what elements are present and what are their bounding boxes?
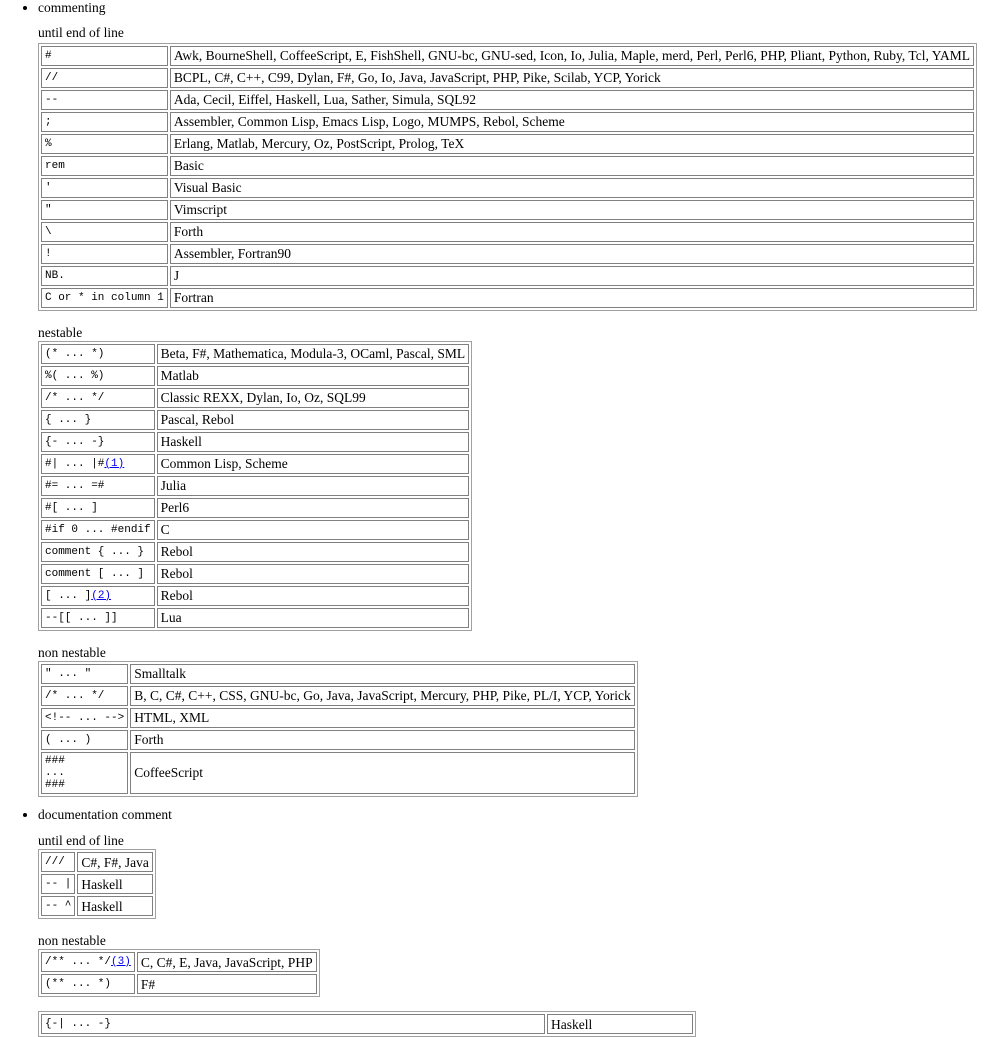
syntax-text: %( ... %) [45, 369, 105, 382]
syntax-cell [41, 344, 155, 364]
syntax-cell [41, 410, 155, 430]
syntax-text: // [45, 71, 59, 84]
syntax-text: comment [ ... ] [45, 567, 145, 580]
section-title-doc-until-eol: until end of line [38, 833, 124, 849]
table-row [41, 752, 635, 794]
syntax-text: ### ... ### [45, 755, 65, 792]
syntax-text: ' [45, 181, 52, 194]
languages-cell: Erlang, Matlab, Mercury, Oz, PostScript, Prolog, TeX [170, 134, 974, 154]
syntax-cell [41, 708, 128, 728]
syntax-cell [41, 46, 168, 66]
languages-cell: Haskell [77, 874, 153, 894]
syntax-text: { ... } [45, 413, 92, 426]
table-row [41, 68, 974, 88]
syntax-text: ! [45, 247, 52, 260]
languages-cell: Haskell [77, 896, 153, 916]
languages-cell: Common Lisp, Scheme [157, 454, 469, 474]
languages-cell: Rebol [157, 564, 469, 584]
table-row [41, 156, 974, 176]
syntax-text: {-| ... -} [45, 1017, 112, 1030]
table-row [41, 498, 469, 518]
syntax-cell [41, 222, 168, 242]
languages-cell: C [157, 520, 469, 540]
table-row [41, 520, 469, 540]
languages-cell: Pascal, Rebol [157, 410, 469, 430]
languages-cell: Visual Basic [170, 178, 974, 198]
table-row [41, 46, 974, 66]
syntax-text: " ... " [45, 667, 92, 680]
syntax-text: C or * in column 1 [45, 291, 164, 304]
syntax-cell [41, 366, 155, 386]
languages-cell: Ada, Cecil, Eiffel, Haskell, Lua, Sather, Simula, SQL92 [170, 90, 974, 110]
syntax-cell [41, 586, 155, 606]
syntax-text: (** ... *) [45, 977, 112, 990]
syntax-cell [41, 156, 168, 176]
syntax-text: #if 0 ... #endif [45, 523, 151, 536]
syntax-text: rem [45, 159, 65, 172]
footnote-link[interactable]: (2) [91, 589, 112, 602]
syntax-text: ( ... ) [45, 733, 92, 746]
syntax-cell [41, 112, 168, 132]
syntax-cell [41, 852, 75, 872]
syntax-text: -- | [45, 877, 72, 890]
languages-cell: C, C#, E, Java, JavaScript, PHP [137, 952, 317, 972]
table-row [41, 432, 469, 452]
syntax-text: comment { ... } [45, 545, 145, 558]
table-row [41, 112, 974, 132]
languages-cell: BCPL, C#, C++, C99, Dylan, F#, Go, Io, Java, JavaScript, PHP, Pike, Scilab, YCP, Yorick [170, 68, 974, 88]
syntax-text: \ [45, 225, 52, 238]
languages-cell: Awk, BourneShell, CoffeeScript, E, FishShell, GNU-bc, GNU-sed, Icon, Io, Julia, Maple, merd, Perl, Perl6, PHP, Pliant, Python, Ruby, Tcl, YAML [170, 46, 974, 66]
languages-cell: Assembler, Fortran90 [170, 244, 974, 264]
languages-cell: Assembler, Common Lisp, Emacs Lisp, Logo, MUMPS, Rebol, Scheme [170, 112, 974, 132]
table-row [41, 454, 469, 474]
syntax-cell [41, 288, 168, 308]
table-row [41, 1014, 693, 1034]
syntax-cell [41, 896, 75, 916]
table-row [41, 134, 974, 154]
syntax-text: " [45, 203, 52, 216]
table-row [41, 664, 635, 684]
syntax-text: {- ... -} [45, 435, 105, 448]
syntax-text: <!-- ... --> [45, 711, 125, 724]
table-row [41, 178, 974, 198]
syntax-cell [41, 686, 128, 706]
syntax-cell [41, 90, 168, 110]
syntax-cell [41, 388, 155, 408]
syntax-cell [41, 520, 155, 540]
syntax-text: #| ... |# [45, 457, 105, 470]
languages-cell: Julia [157, 476, 469, 496]
table-row [41, 288, 974, 308]
syntax-text: ; [45, 115, 52, 128]
section-title-non-nestable: non nestable [38, 645, 106, 660]
section-title-until-eol: until end of line [38, 25, 124, 40]
table-row [41, 896, 153, 916]
languages-cell: Matlab [157, 366, 469, 386]
syntax-cell [41, 454, 155, 474]
languages-cell: Forth [130, 730, 635, 750]
table-row [41, 586, 469, 606]
table-non-nestable [38, 661, 638, 797]
table-row [41, 564, 469, 584]
languages-cell: Vimscript [170, 200, 974, 220]
section-title-nestable: nestable [38, 325, 83, 340]
table-row [41, 266, 974, 286]
footnote-link[interactable]: (1) [104, 457, 125, 470]
languages-cell: Beta, F#, Mathematica, Modula-3, OCaml, Pascal, SML [157, 344, 469, 364]
syntax-text: #[ ... ] [45, 501, 98, 514]
table-row [41, 222, 974, 242]
languages-cell: J [170, 266, 974, 286]
syntax-cell [41, 178, 168, 198]
table-row [41, 244, 974, 264]
syntax-cell [41, 608, 155, 628]
table-row [41, 874, 153, 894]
syntax-text: -- [45, 93, 59, 106]
languages-cell: Haskell [547, 1014, 693, 1034]
languages-cell: Rebol [157, 586, 469, 606]
section-title-doc-non-nestable: non nestable [38, 933, 106, 949]
table-row [41, 852, 153, 872]
syntax-text: #= ... =# [45, 479, 105, 492]
languages-cell: Smalltalk [130, 664, 635, 684]
table-row [41, 974, 317, 994]
syntax-text: --[[ ... ]] [45, 611, 118, 624]
syntax-text: [ ... ] [45, 589, 92, 602]
syntax-cell [41, 564, 155, 584]
table-row [41, 952, 317, 972]
languages-cell: Lua [157, 608, 469, 628]
table-row [41, 708, 635, 728]
syntax-cell [41, 542, 155, 562]
syntax-cell [41, 974, 135, 994]
syntax-text: /* ... */ [45, 689, 105, 702]
table-row [41, 542, 469, 562]
list-item-commenting [38, 0, 1000, 797]
table-doc-extra [38, 1011, 696, 1037]
syntax-cell [41, 476, 155, 496]
syntax-cell [41, 134, 168, 154]
table-row [41, 730, 635, 750]
syntax-cell [41, 200, 168, 220]
syntax-cell [41, 244, 168, 264]
languages-cell: Fortran [170, 288, 974, 308]
syntax-cell [41, 752, 128, 794]
table-row [41, 366, 469, 386]
syntax-cell [41, 664, 128, 684]
languages-cell: C#, F#, Java [77, 852, 153, 872]
syntax-cell [41, 952, 135, 972]
syntax-cell [41, 266, 168, 286]
table-row [41, 388, 469, 408]
languages-cell: Basic [170, 156, 974, 176]
item-title-commenting: • commenting [38, 0, 106, 15]
syntax-cell [41, 68, 168, 88]
syntax-text: /** ... */ [45, 955, 112, 968]
table-row [41, 476, 469, 496]
footnote-link[interactable]: (3) [111, 955, 131, 968]
table-until-eol [38, 43, 977, 311]
syntax-text: -- ^ [45, 899, 72, 912]
syntax-cell [41, 874, 75, 894]
table-row [41, 200, 974, 220]
syntax-text: % [45, 137, 52, 150]
languages-cell: Classic REXX, Dylan, Io, Oz, SQL99 [157, 388, 469, 408]
table-row [41, 608, 469, 628]
languages-cell: F# [137, 974, 317, 994]
languages-cell: CoffeeScript [130, 752, 635, 794]
languages-cell: Perl6 [157, 498, 469, 518]
syntax-text: /* ... */ [45, 391, 105, 404]
syntax-cell [41, 498, 155, 518]
table-row [41, 410, 469, 430]
syntax-text: (* ... *) [45, 347, 105, 360]
list-item-documentation [38, 807, 1000, 1037]
languages-cell: B, C, C#, C++, CSS, GNU-bc, Go, Java, JavaScript, Mercury, PHP, Pike, PL/I, YCP, Yorick [130, 686, 635, 706]
syntax-cell [41, 1014, 545, 1034]
syntax-text: /// [45, 855, 65, 868]
table-doc-until-eol [38, 849, 156, 919]
table-doc-non-nestable [38, 949, 320, 997]
languages-cell: Forth [170, 222, 974, 242]
languages-cell: Rebol [157, 542, 469, 562]
table-row [41, 344, 469, 364]
syntax-text: # [45, 49, 52, 62]
table-row [41, 90, 974, 110]
syntax-cell [41, 432, 155, 452]
languages-cell: HTML, XML [130, 708, 635, 728]
syntax-cell [41, 730, 128, 750]
syntax-text: NB. [45, 269, 65, 282]
languages-cell: Haskell [157, 432, 469, 452]
item-title-documentation: • documentation comment [38, 807, 172, 823]
table-row [41, 686, 635, 706]
table-nestable [38, 341, 472, 631]
